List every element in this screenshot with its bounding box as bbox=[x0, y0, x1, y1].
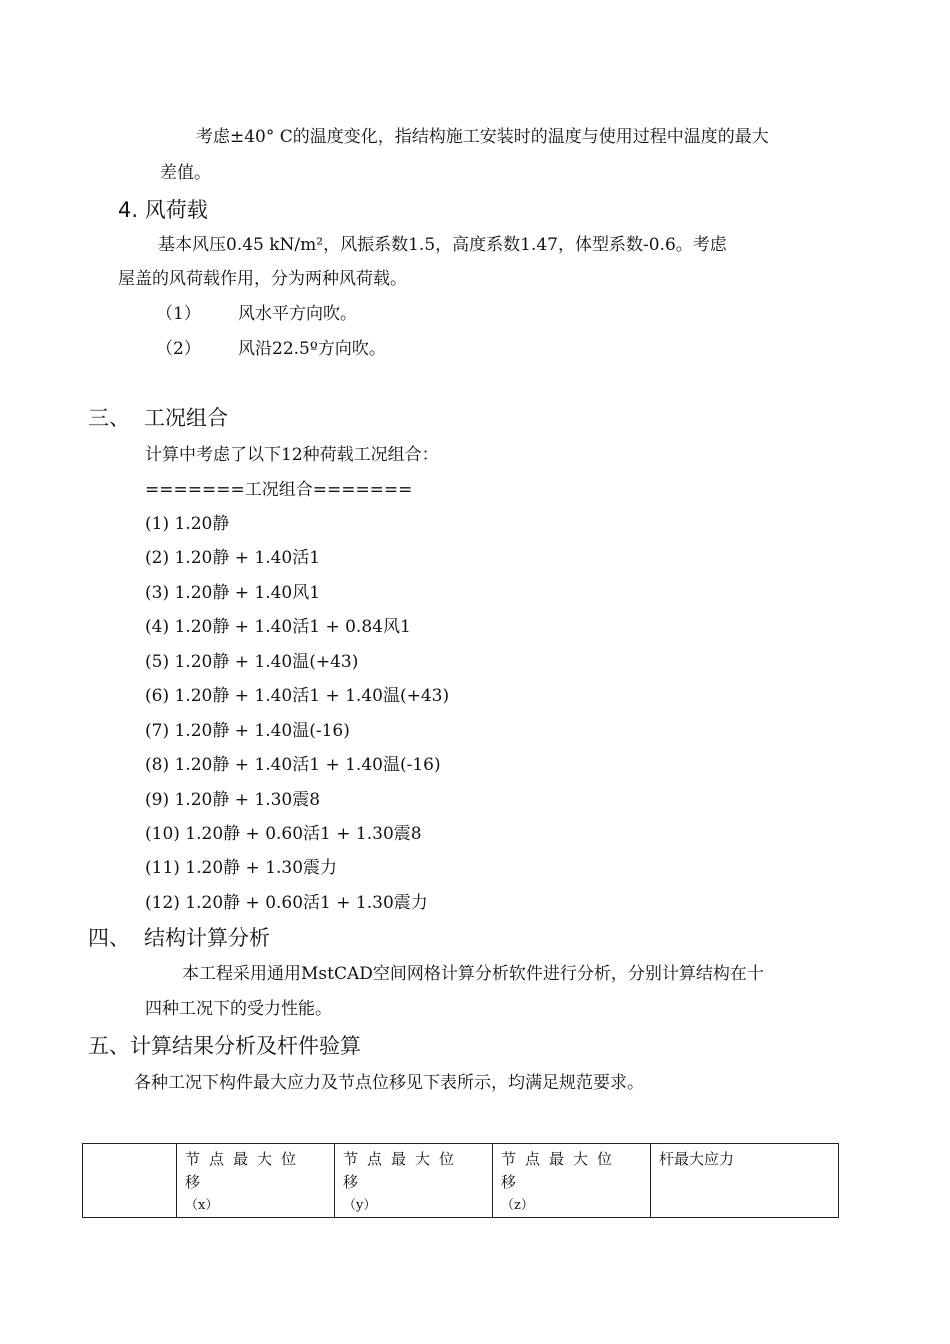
wind-paragraph-line-1: 基本风压0.45 kN/m²，风振系数1.5，高度系数1.47，体型系数-0.6。考虑 bbox=[158, 235, 727, 255]
section-4-title: 结构计算分析 bbox=[144, 926, 270, 950]
combo-divider: =======工况组合======= bbox=[145, 480, 413, 500]
wind-item-2 bbox=[156, 338, 386, 360]
combo-item: (5) 1.20静 + 1.40温(+43) bbox=[145, 652, 359, 672]
wind-item-text: 风沿22.5º方向吹。 bbox=[238, 339, 386, 359]
combo-item: (10) 1.20静 + 0.60活1 + 1.30震8 bbox=[145, 824, 422, 844]
table-header-cell bbox=[177, 1144, 335, 1218]
temperature-line-2: 差值。 bbox=[160, 163, 211, 183]
wind-item-number: （2） bbox=[156, 339, 201, 359]
temperature-line-1: 考虑±40° C的温度变化，指结构施工安装时的温度与使用过程中温度的最大 bbox=[196, 127, 769, 147]
header-sub-text: （z） bbox=[501, 1198, 534, 1213]
section-3-number: 三、 bbox=[88, 406, 130, 430]
table-header-cell bbox=[335, 1144, 493, 1218]
wind-item-1 bbox=[156, 303, 357, 325]
header-main-text: 节点最大位移 bbox=[501, 1150, 622, 1191]
section-3-intro: 计算中考虑了以下12种荷载工况组合： bbox=[145, 445, 439, 465]
header-sub-text: （x） bbox=[185, 1198, 219, 1213]
wind-heading: 4. 风荷载 bbox=[118, 198, 208, 222]
table-header-row bbox=[83, 1144, 839, 1218]
header-main-text: 节点最大位移 bbox=[343, 1150, 464, 1191]
combo-item: (2) 1.20静 + 1.40活1 bbox=[145, 548, 321, 568]
combo-item: (3) 1.20静 + 1.40风1 bbox=[145, 583, 321, 603]
combo-item: (1) 1.20静 bbox=[145, 514, 230, 534]
section-5-intro: 各种工况下构件最大应力及节点位移见下表所示，均满足规范要求。 bbox=[134, 1073, 644, 1093]
header-main-text: 杆最大应力 bbox=[659, 1150, 735, 1168]
section-4-number: 四、 bbox=[88, 926, 130, 950]
combo-item: (11) 1.20静 + 1.30震力 bbox=[145, 858, 338, 878]
wind-item-text: 风水平方向吹。 bbox=[238, 304, 357, 324]
section-3-heading bbox=[88, 405, 228, 431]
combo-item: (6) 1.20静 + 1.40活1 + 1.40温(+43) bbox=[145, 686, 450, 706]
section-4-heading bbox=[88, 925, 270, 951]
combo-item: (4) 1.20静 + 1.40活1 + 0.84风1 bbox=[145, 617, 411, 637]
wind-paragraph-line-2: 屋盖的风荷载作用，分为两种风荷载。 bbox=[118, 269, 407, 289]
combo-item: (12) 1.20静 + 0.60活1 + 1.30震力 bbox=[145, 893, 428, 913]
table-header-cell bbox=[651, 1144, 839, 1218]
header-main-text: 节点最大位移 bbox=[185, 1150, 306, 1191]
combo-item: (9) 1.20静 + 1.30震8 bbox=[145, 790, 321, 810]
wind-item-number: （1） bbox=[156, 304, 201, 324]
section-3-title: 工况组合 bbox=[144, 406, 228, 430]
combo-item: (8) 1.20静 + 1.40活1 + 1.40温(-16) bbox=[145, 755, 441, 775]
section-4-line-1: 本工程采用通用MstCAD空间网格计算分析软件进行分析，分别计算结构在十 bbox=[182, 964, 764, 984]
results-table bbox=[82, 1143, 839, 1218]
section-4-line-2: 四种工况下的受力性能。 bbox=[145, 999, 332, 1019]
combo-item: (7) 1.20静 + 1.40温(-16) bbox=[145, 721, 350, 741]
section-5-heading: 五、计算结果分析及杆件验算 bbox=[88, 1034, 361, 1058]
header-sub-text: （y） bbox=[343, 1198, 377, 1213]
table-header-cell bbox=[493, 1144, 651, 1218]
table-header-cell bbox=[83, 1144, 177, 1218]
